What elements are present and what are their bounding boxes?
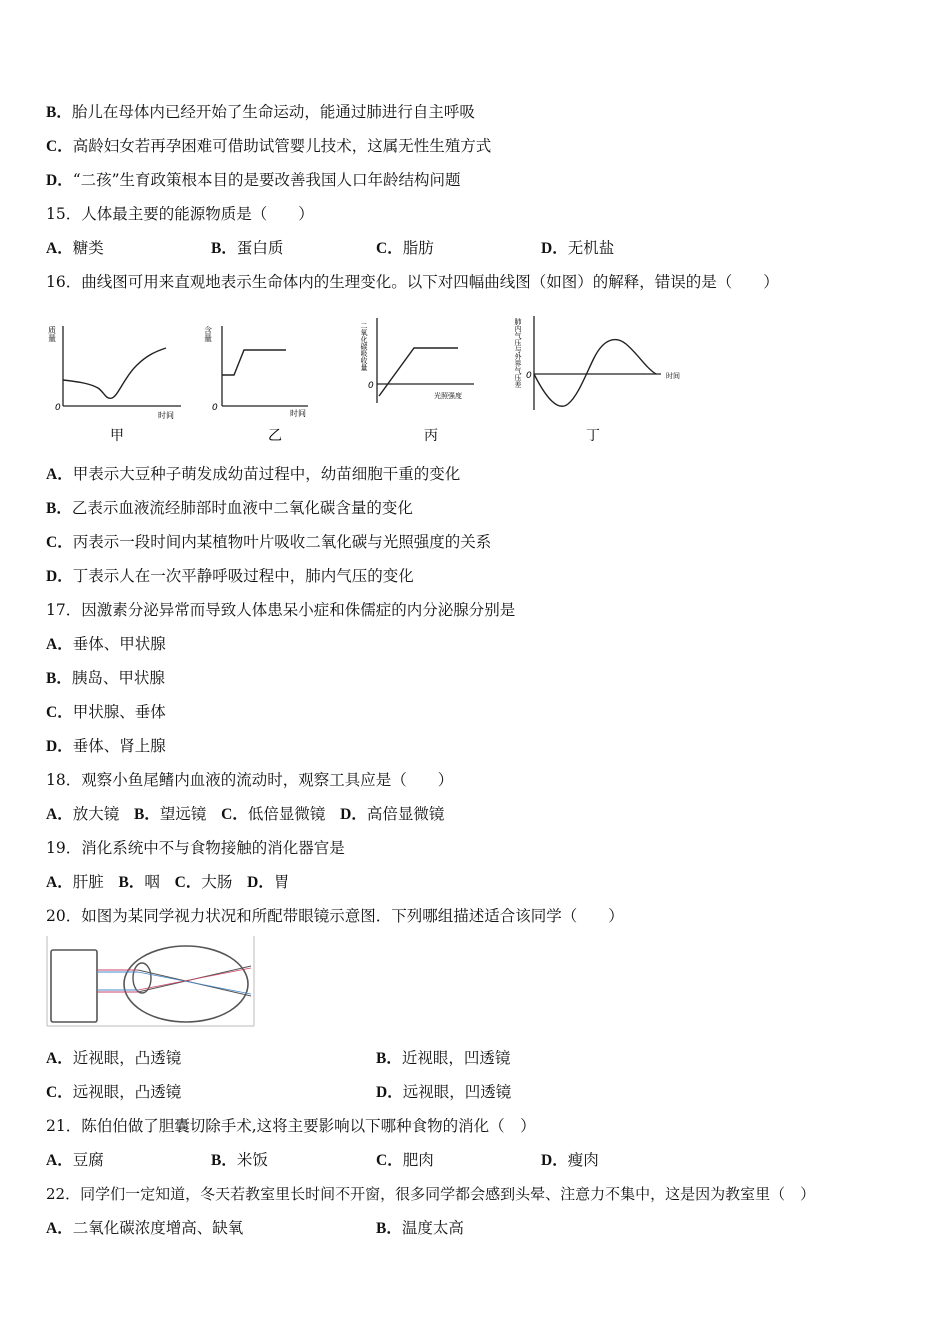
eye-lens [133, 963, 151, 993]
q16-option-b: B．乙表示血液流经肺部时血液中二氧化碳含量的变化 [46, 499, 413, 517]
q19-options: A．肝脏 B．咽 C．大肠 D．胃 [46, 873, 290, 891]
graph-ding-origin: 0 [526, 371, 532, 381]
q20-stem: 20．如图为某同学视力状况和所配带眼镜示意图．下列哪组描述适合该同学（ ） [46, 907, 624, 925]
graph-ding-curve [534, 340, 656, 407]
q21-option-c: C．肥肉 [376, 1151, 434, 1169]
q20-option-b: B．近视眼，凹透镜 [376, 1049, 511, 1067]
graph-bing-origin: 0 [368, 381, 374, 391]
graph-yi-xlabel: 时间 [290, 409, 306, 418]
eyeball [124, 946, 248, 1022]
graph-yi-label: 乙 [268, 428, 282, 444]
graph-jia-xlabel: 时间 [158, 411, 174, 420]
q16-option-a: A．甲表示大豆种子萌发成幼苗过程中，幼苗细胞干重的变化 [46, 465, 461, 483]
q15-option-b: B．蛋白质 [211, 239, 284, 257]
q17-option-c: C．甲状腺、垂体 [46, 703, 166, 721]
q22-option-a: A．二氧化碳浓度增高、缺氧 [46, 1219, 244, 1237]
q16-stem: 16．曲线图可用来直观地表示生命体内的生理变化。以下对四幅曲线图（如图）的解释，错误的是（ ） [46, 273, 779, 291]
q20-option-d: D．远视眼，凹透镜 [376, 1083, 512, 1101]
q16-option-c: C．丙表示一段时间内某植物叶片吸收二氧化碳与光照强度的关系 [46, 533, 492, 551]
q16-curve-graphs [46, 308, 706, 448]
graph-jia-ylabel: 质量 [47, 326, 57, 342]
graph-bing-xlabel: 光照强度 [434, 392, 462, 400]
graph-jia [48, 325, 182, 444]
q21-option-a: A．豆腐 [46, 1151, 104, 1169]
q17-option-b: B．胰岛、甲状腺 [46, 669, 165, 687]
graph-ding [514, 316, 681, 444]
q22-stem: 22．同学们一定知道，冬天若教室里长时间不开窗，很多同学都会感到头晕、注意力不集中，这是因为教室里（ ） [46, 1185, 816, 1203]
q15-option-a: A．糖类 [46, 239, 104, 257]
q14-option-c: C．高龄妇女若再孕困难可借助试管婴儿技术，这属无性生殖方式 [46, 137, 492, 155]
graph-yi [204, 325, 309, 444]
q16-option-d: D．丁表示人在一次平静呼吸过程中，肺内气压的变化 [46, 567, 414, 585]
q18-stem: 18．观察小鱼尾鳍内血液的流动时，观察工具应是（ ） [46, 771, 454, 789]
q22-option-b: B．温度太高 [376, 1219, 464, 1237]
q14-option-d: D．“二孩”生育政策根本目的是要改善我国人口年龄结构问题 [46, 171, 461, 189]
graph-bing-label: 丙 [424, 428, 438, 444]
q21-option-d: D．瘦肉 [541, 1151, 599, 1169]
q21-stem: 21．陈伯伯做了胆囊切除手术,这将主要影响以下哪种食物的消化（ ） [46, 1117, 536, 1135]
graph-jia-origin: 0 [55, 403, 61, 413]
q21-option-b: B．米饭 [211, 1151, 268, 1169]
graph-jia-label: 甲 [110, 428, 124, 444]
q17-option-a: A．垂体、甲状腺 [46, 635, 166, 653]
graph-ding-xlabel: 时间 [666, 372, 680, 380]
graph-yi-ylabel: 含量 [203, 326, 213, 342]
q15-option-c: C．脂肪 [376, 239, 434, 257]
graph-yi-curve [222, 350, 286, 375]
q20-eye-lens-diagram [46, 936, 256, 1028]
graph-ding-ylabel: 肺内气压与外界气压差 [514, 318, 522, 388]
q15-stem: 15．人体最主要的能源物质是（ ） [46, 205, 314, 223]
q15-option-d: D．无机盐 [541, 239, 615, 257]
q14-option-b: B．胎儿在母体内已经开始了生命运动，能通过肺进行自主呼吸 [46, 103, 475, 121]
q19-stem: 19．消化系统中不与食物接触的消化器官是 [46, 839, 345, 857]
q17-stem: 17．因激素分泌异常而导致人体患呆小症和侏儒症的内分泌腺分别是 [46, 601, 516, 619]
q20-option-c: C．远视眼，凸透镜 [46, 1083, 182, 1101]
q18-options: A．放大镜 B．望远镜 C．低倍显微镜 D．高倍显微镜 [46, 805, 445, 823]
q17-option-d: D．垂体、肾上腺 [46, 737, 166, 755]
graph-bing-ylabel: 二氧化碳吸收量 [360, 322, 368, 371]
graph-bing-curve [379, 348, 458, 396]
lens-box [51, 950, 97, 1022]
q20-option-a: A．近视眼，凸透镜 [46, 1049, 182, 1067]
graph-bing [360, 318, 474, 444]
graph-jia-curve [63, 348, 166, 398]
graph-ding-label: 丁 [586, 428, 600, 444]
graph-yi-origin: 0 [212, 403, 218, 413]
